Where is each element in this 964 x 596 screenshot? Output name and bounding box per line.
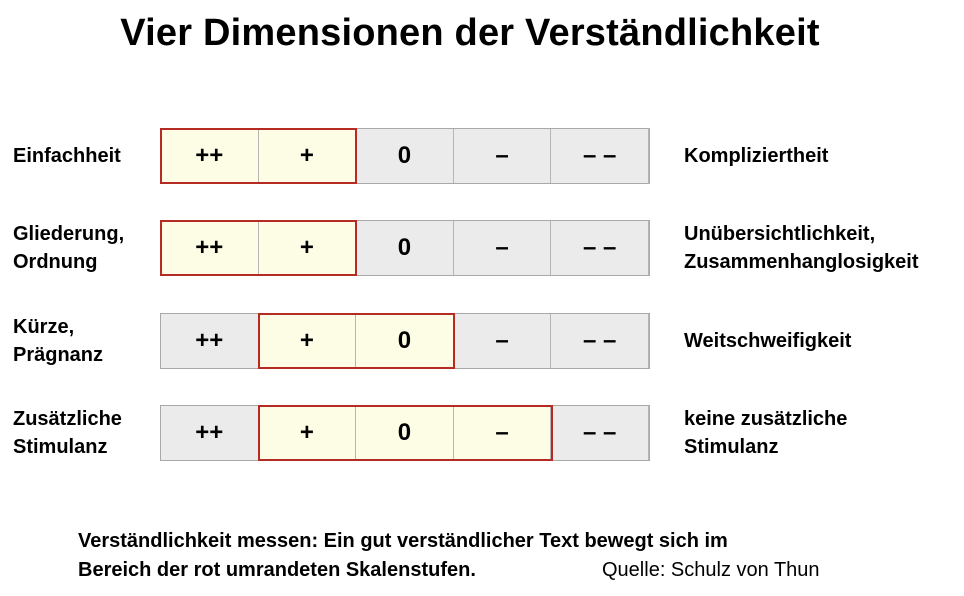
scale-cell: + bbox=[259, 406, 357, 460]
negative-pole-label: Unübersichtlichkeit, Zusammenhanglosigkeit bbox=[684, 223, 919, 273]
scale-cell: + bbox=[259, 314, 357, 368]
positive-pole-label: Gliederung, Ordnung bbox=[13, 223, 125, 273]
scale-cell: – – bbox=[551, 221, 649, 275]
scale-cell: 0 bbox=[356, 406, 454, 460]
scale-cell: + bbox=[259, 221, 357, 275]
scale-cell: ++ bbox=[161, 314, 259, 368]
scale-cell: ++ bbox=[161, 221, 259, 275]
scale-cell: – – bbox=[551, 406, 649, 460]
scale-cell: 0 bbox=[356, 314, 454, 368]
positive-pole-label: Kürze, Prägnanz bbox=[13, 316, 104, 366]
footer-line-1: Verständlichkeit messen: Ein gut verständlicher Text bewegt sich im bbox=[78, 530, 728, 552]
scale-cell: – bbox=[454, 221, 552, 275]
scale-cell: – – bbox=[551, 129, 649, 183]
scale-cell: 0 bbox=[356, 221, 454, 275]
scale-cell: – bbox=[454, 314, 552, 368]
source-credit: Quelle: Schulz von Thun bbox=[602, 559, 820, 581]
scale-cell: ++ bbox=[161, 406, 259, 460]
scale-cell: – bbox=[454, 406, 552, 460]
dimension-row bbox=[0, 313, 964, 373]
dimension-row bbox=[0, 220, 964, 280]
scale-cell: – – bbox=[551, 314, 649, 368]
scale-cell: – bbox=[454, 129, 552, 183]
footer-line-2: Bereich der rot umrandeten Skalenstufen. bbox=[78, 559, 476, 581]
positive-pole-label: Zusätzliche Stimulanz bbox=[13, 408, 122, 458]
scale-cell: + bbox=[259, 129, 357, 183]
scale-cell: 0 bbox=[356, 129, 454, 183]
rating-scale bbox=[160, 405, 650, 461]
page-title: Vier Dimensionen der Verständlichkeit bbox=[120, 12, 820, 54]
rating-scale bbox=[160, 220, 650, 276]
dimension-row bbox=[0, 128, 964, 188]
rating-scale bbox=[160, 128, 650, 184]
negative-pole-label: keine zusätzliche Stimulanz bbox=[684, 408, 848, 458]
positive-pole-label: Einfachheit bbox=[13, 145, 121, 167]
negative-pole-label: Kompliziertheit bbox=[684, 145, 829, 167]
negative-pole-label: Weitschweifigkeit bbox=[684, 330, 852, 352]
dimension-row bbox=[0, 405, 964, 465]
scale-cell: ++ bbox=[161, 129, 259, 183]
rating-scale bbox=[160, 313, 650, 369]
